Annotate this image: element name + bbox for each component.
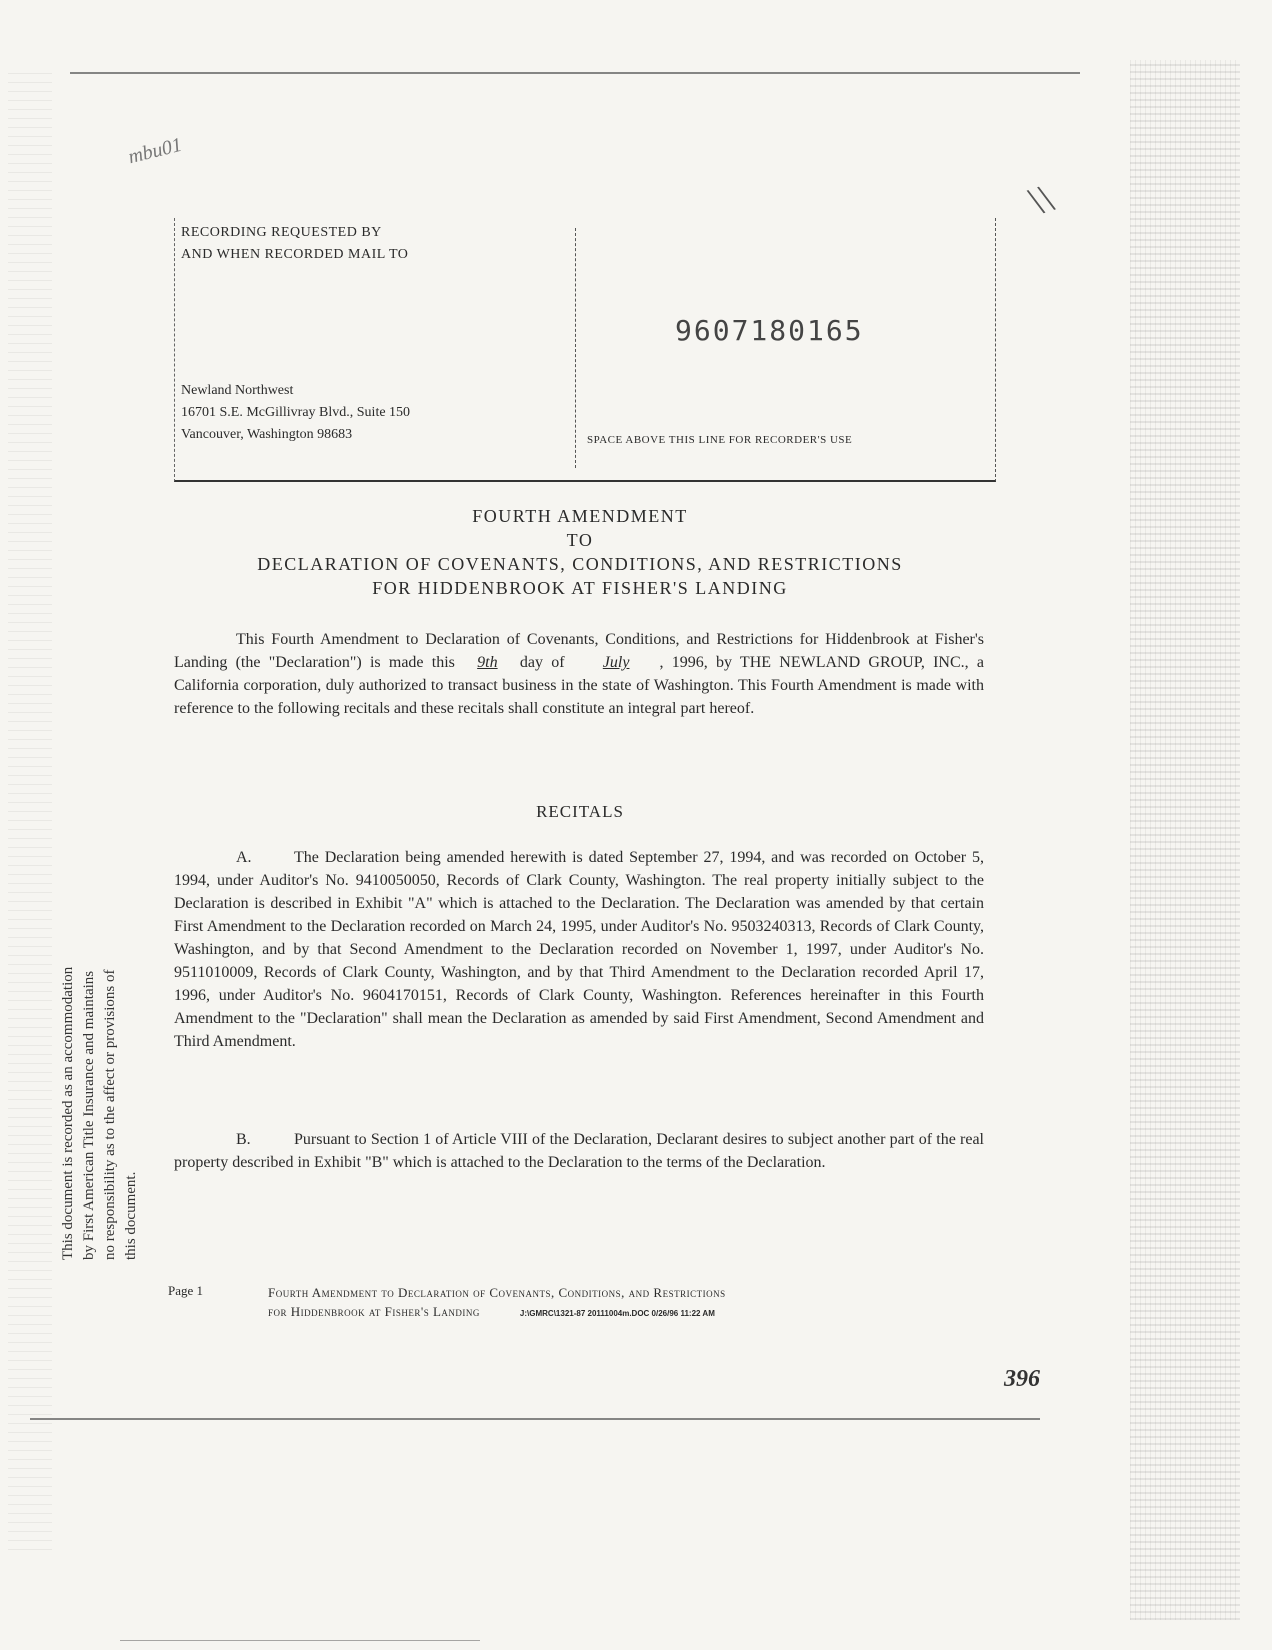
address-line3: Vancouver, Washington 98683 — [181, 427, 353, 442]
recording-label-line1: RECORDING REQUESTED BY — [181, 225, 382, 240]
footer-page-label: Page 1 — [168, 1283, 204, 1298]
footer-title-line2: for Hiddenbrook at Fisher's Landing — [268, 1304, 480, 1319]
title-line1: FOURTH AMENDMENT — [472, 506, 688, 526]
recital-a — [174, 846, 984, 1053]
recital-b-text: Pursuant to Section 1 of Article VIII of the Declaration, Declarant desires to subject another part of the real property described in Exhibit "B" which is attached to the Declaration to the terms of the Declaration. — [174, 1131, 984, 1171]
scan-noise-right — [1130, 60, 1240, 1620]
recording-label — [181, 222, 408, 266]
footer-file-code: J:\GMRC\1321-87 20111004m.DOC 0/26/96 11:22 AM — [519, 1309, 715, 1318]
handwritten-slashes: \\ — [1023, 174, 1059, 225]
handwritten-note: mbu01 — [126, 133, 185, 169]
title-line4: FOR HIDDENBROOK AT FISHER'S LANDING — [372, 578, 788, 598]
recorder-space-label: SPACE ABOVE THIS LINE FOR RECORDER'S USE — [587, 434, 853, 446]
footer-title-line1: Fourth Amendment to Declaration of Covenants, Conditions, and Restrictions — [268, 1285, 726, 1300]
intro-text-part2: day of — [519, 654, 565, 671]
recording-box — [174, 218, 996, 482]
mailing-address — [181, 380, 410, 446]
page-bottom-line — [120, 1640, 480, 1641]
recording-box-divider — [575, 228, 576, 468]
address-line1: Newland Northwest — [181, 383, 294, 398]
scan-noise-left — [8, 70, 52, 1550]
recital-b — [174, 1128, 984, 1174]
intro-day: 9th — [477, 654, 498, 671]
title-company-disclaimer: This document is recorded as an accommodation by First American Title Insurance and maintains no responsibility as to the affect or provisions of this document. — [60, 966, 139, 1260]
recording-label-line2: AND WHEN RECORDED MAIL TO — [181, 247, 409, 262]
intro-month: July — [602, 654, 630, 671]
recital-a-text: The Declaration being amended herewith is dated September 27, 1994, and was recorded on October 5, 1994, under Auditor's No. 9410050050, Records of Clark County, Washington. The real property initially subject to the Declaration is described in Exhibit "A" which is attached to the Declaration. The Declaration was amended by that certain First Amendment to the Declaration recorded on March 24, 1995, under Auditor's No. 9503240313, Records of Clark County, Washington, and by that Second Amendment to the Declaration recorded on November 1, 1997, under Auditor's No. 9511010009, Records of Clark County, Washington, and by that Third Amendment to the Declaration recorded April 17, 1996, under Auditor's No. 9604170151, Records of Clark County, Washington. References hereinafter in this Fourth Amendment to the "Declaration" shall mean the Declaration as amended by said First Amendment, Second Amendment and Third Amendment. — [174, 849, 984, 1050]
recital-a-label: A. — [236, 849, 252, 866]
stamp-page-number: 396 — [1004, 1366, 1040, 1392]
recording-document-number: 9607180165 — [675, 314, 864, 347]
recital-b-label: B. — [236, 1131, 251, 1148]
recitals-heading: RECITALS — [536, 802, 624, 821]
bottom-scan-line — [30, 1418, 1040, 1420]
address-line2: 16701 S.E. McGillivray Blvd., Suite 150 — [181, 405, 411, 420]
title-line3: DECLARATION OF COVENANTS, CONDITIONS, AND RESTRICTIONS — [257, 554, 903, 574]
intro-text-part3: , 1996, by THE NEWLAND GROUP, INC., a California corporation, duly authorized to transact business in the state of Washington. This Fourth Amendment is made with reference to the following recitals and these recitals shall constitute an integral part hereof. — [174, 654, 984, 717]
top-scan-line — [70, 72, 1080, 74]
title-line2: TO — [566, 530, 594, 550]
intro-text-part1: This Fourth Amendment to Declaration of Covenants, Conditions, and Restrictions for Hiddenbrook at Fisher's Landing (the "Declaration") is made this — [174, 631, 984, 671]
footer-title — [268, 1283, 726, 1323]
intro-paragraph — [174, 628, 984, 720]
